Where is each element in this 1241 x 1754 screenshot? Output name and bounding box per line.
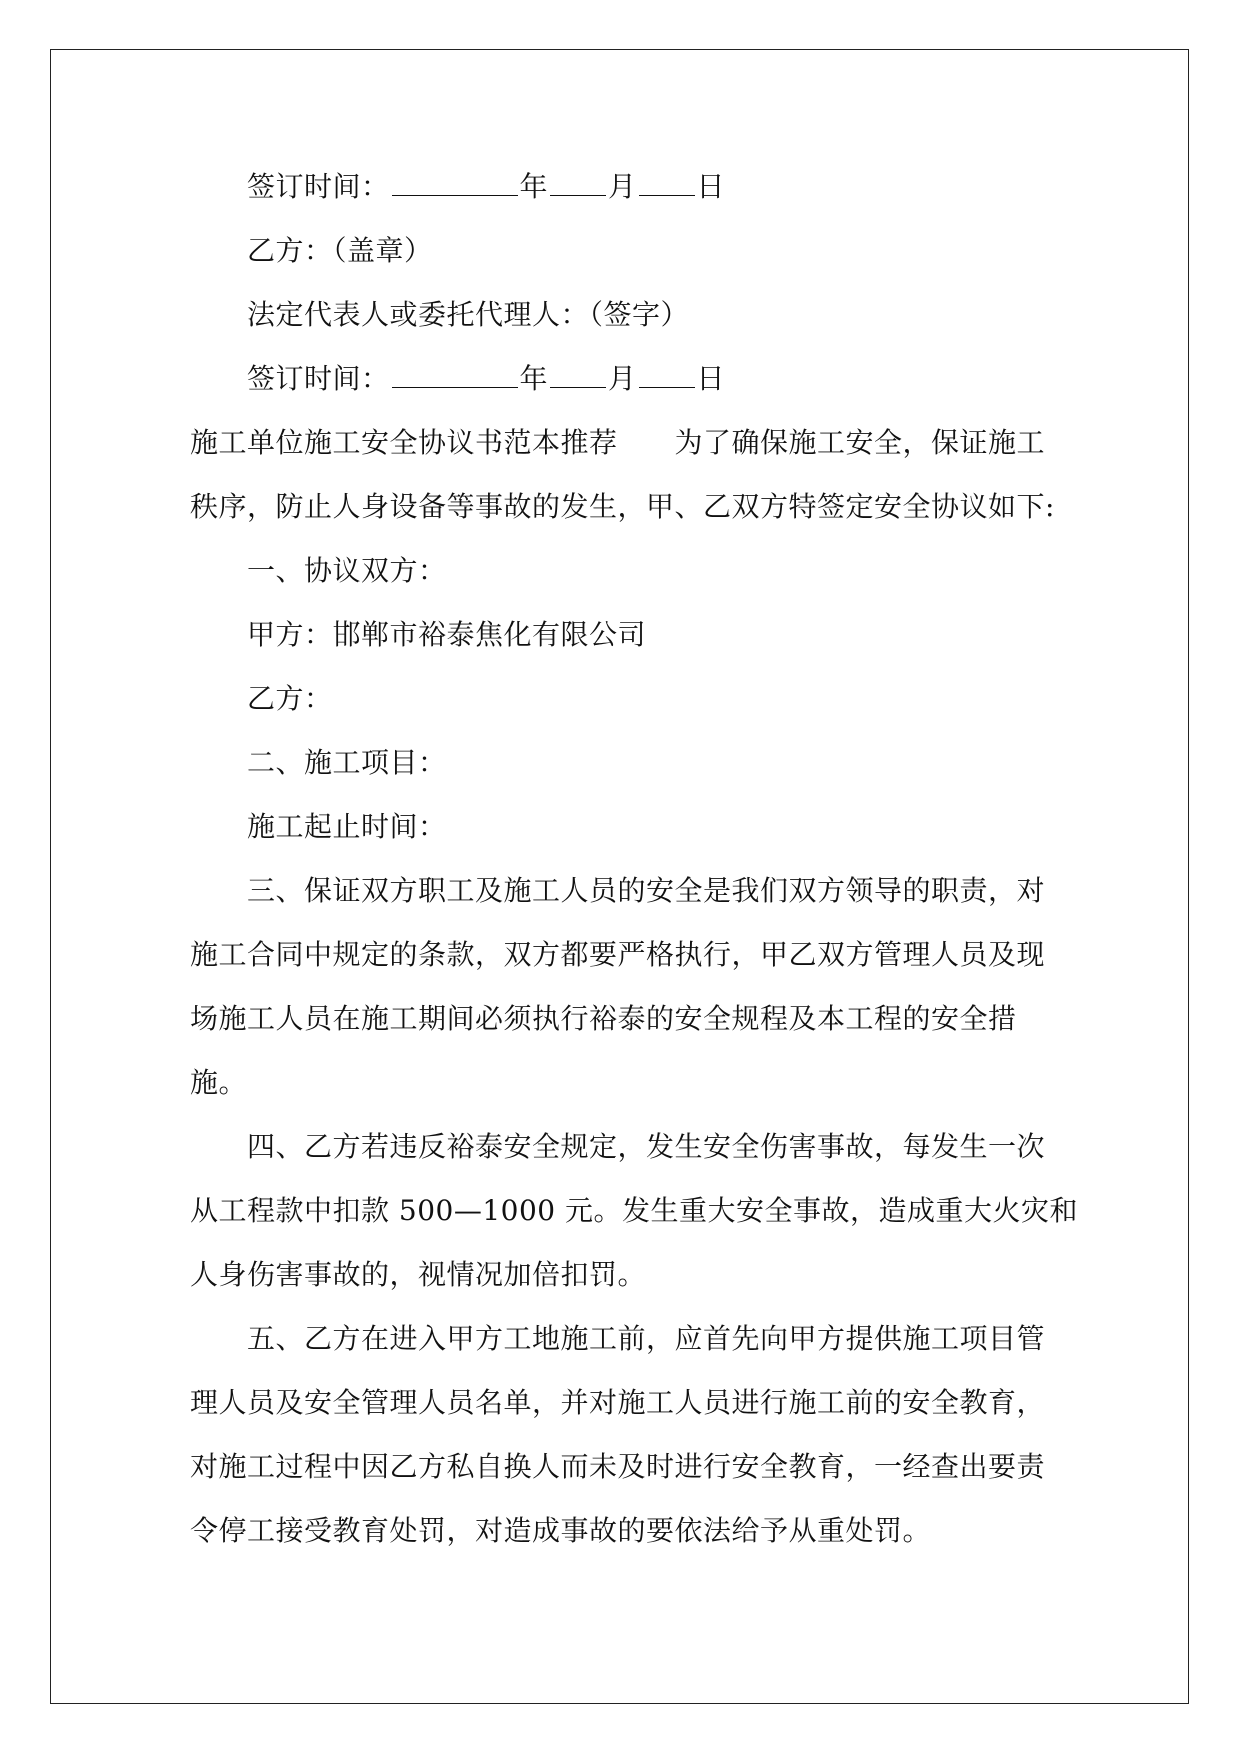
section-title: 一、协议双方： [247, 554, 447, 587]
month-blank [550, 167, 606, 196]
party-a: 甲方：邯郸市裕泰焦化有限公司 [247, 618, 647, 651]
paragraph-line: 三、保证双方职工及施工人员的安全是我们双方领导的职责，对 [247, 874, 1046, 907]
year-blank [392, 167, 518, 196]
paragraph-line: 五、乙方在进入甲方工地施工前，应首先向甲方提供施工项目管 [247, 1322, 1046, 1355]
paragraph-line: 令停工接受教育处罚，对造成事故的要依法给予从重处罚。 [190, 1514, 932, 1547]
sign-time-line-1 [190, 155, 1050, 219]
party-b-seal: 乙方：（盖章） [247, 234, 433, 267]
month-label: 月 [608, 170, 637, 203]
section-title: 二、施工项目： [247, 746, 447, 779]
intro-line: 施工单位施工安全协议书范本推荐 为了确保施工安全，保证施工 [190, 426, 1046, 459]
month-blank [550, 359, 606, 388]
year-label: 年 [519, 170, 549, 203]
intro-line: 秩序，防止人身设备等事故的发生，甲、乙双方特签定安全协议如下: [190, 490, 1055, 523]
legal-representative: 法定代表人或委托代理人：（签字） [247, 298, 690, 331]
year-blank [392, 359, 518, 388]
paragraph-line: 理人员及安全管理人员名单，并对施工人员进行施工前的安全教育， [190, 1386, 1046, 1419]
paragraph-line: 对施工过程中因乙方私自换人而未及时进行安全教育，一经查出要责 [190, 1450, 1046, 1483]
day-blank [639, 359, 695, 388]
day-label: 日 [696, 170, 726, 203]
paragraph-line: 施。 [190, 1066, 248, 1099]
month-label: 月 [608, 362, 637, 395]
paragraph-line: 人身伤害事故的，视情况加倍扣罚。 [190, 1258, 647, 1291]
day-blank [639, 167, 695, 196]
document-body [190, 155, 1079, 1563]
year-label: 年 [519, 362, 549, 395]
sign-time-line-2 [190, 347, 1050, 411]
party-b: 乙方： [247, 682, 333, 715]
paragraph-line: 四、乙方若违反裕泰安全规定，发生安全伤害事故，每发生一次 [247, 1130, 1046, 1163]
sign-time-label: 签订时间： [247, 362, 390, 395]
paragraph-line: 施工合同中规定的条款，双方都要严格执行，甲乙双方管理人员及现 [190, 938, 1046, 971]
start-end-time: 施工起止时间： [247, 810, 447, 843]
paragraph-line: 场施工人员在施工期间必须执行裕泰的安全规程及本工程的安全措 [190, 1002, 1017, 1035]
paragraph-line: 从工程款中扣款 500—1000 元。发生重大安全事故，造成重大火灾和 [190, 1194, 1079, 1227]
day-label: 日 [696, 362, 726, 395]
sign-time-label: 签订时间： [247, 170, 390, 203]
